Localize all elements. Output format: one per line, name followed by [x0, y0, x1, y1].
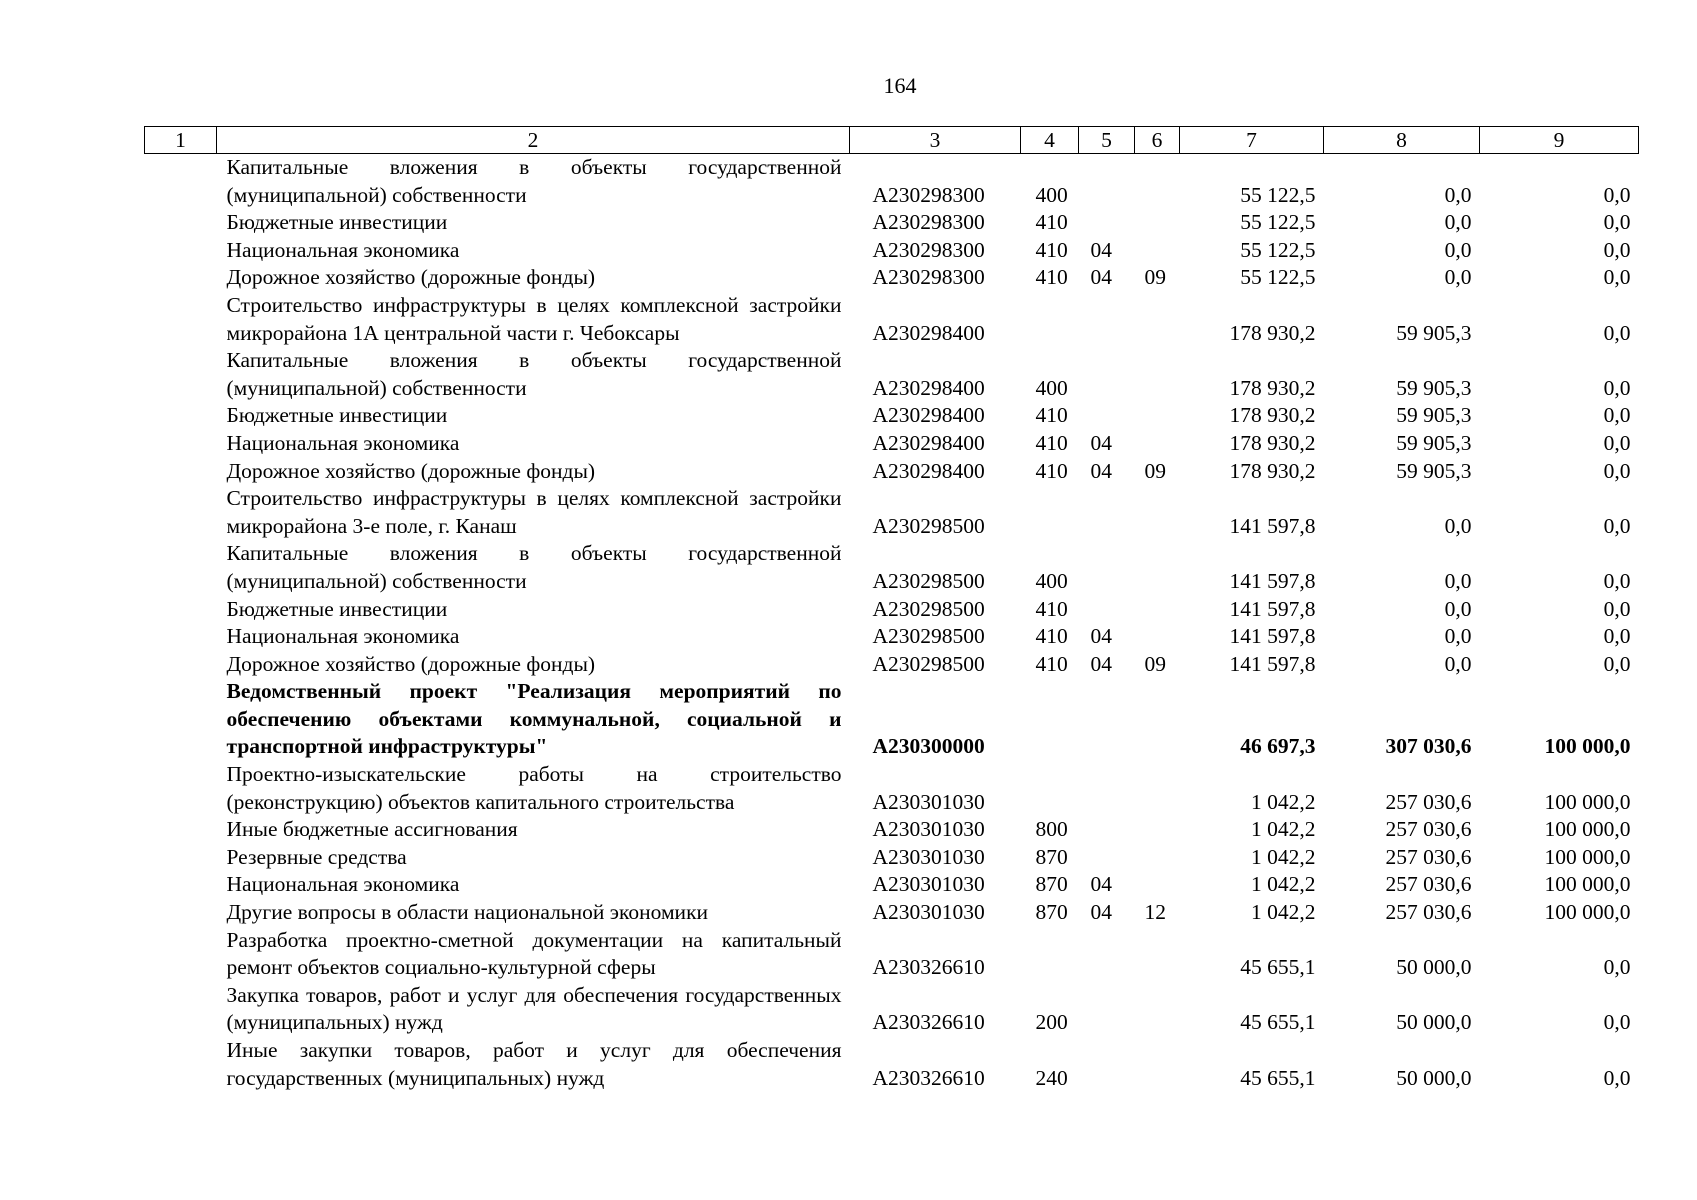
row-number-cell [145, 899, 217, 927]
line-item-name: Бюджетные инвестиции [226, 403, 448, 428]
line-item-name: Ведомственный проект "Реализация мероприятий по обеспечению объектами коммунальной, социальной и транспортной инфраструктуры" [226, 679, 842, 759]
column-header: 2 [217, 127, 850, 154]
row-number-cell [145, 154, 217, 210]
row-number-cell [145, 209, 217, 237]
target-article-code: А230298400 [872, 320, 985, 345]
row-number-cell [145, 458, 217, 486]
line-item-name: Капитальные вложения в объекты государственной (муниципальной) собственности [226, 348, 842, 400]
table-row [145, 982, 1639, 1037]
amount-year-3: 0,0 [1603, 430, 1631, 455]
amount-year-3: 100 000,0 [1544, 900, 1631, 925]
amount-year-3: 0,0 [1603, 1065, 1631, 1090]
section-code [1079, 844, 1135, 872]
amount-year-1: 178 930,2 [1229, 375, 1316, 400]
section-code [1079, 485, 1135, 540]
table-body [145, 154, 1639, 1093]
table-row [145, 458, 1639, 486]
amount-year-1: 141 597,8 [1229, 651, 1316, 676]
amount-year-1: 178 930,2 [1229, 320, 1316, 345]
table-row [145, 292, 1639, 347]
line-item-name: Строительство инфраструктуры в целях комплексной застройки микрорайона 3-е поле, г. Канаш [226, 486, 842, 538]
expense-type-code: 200 [1035, 1010, 1068, 1035]
subsection-code [1135, 982, 1180, 1037]
amount-year-1: 1 042,2 [1251, 872, 1316, 897]
amount-year-1: 141 597,8 [1229, 513, 1316, 538]
section-code [1079, 292, 1135, 347]
amount-year-2: 0,0 [1444, 265, 1472, 290]
column-header: 7 [1180, 127, 1324, 154]
expense-type-code: 240 [1035, 1065, 1068, 1090]
amount-year-3: 100 000,0 [1544, 734, 1631, 759]
subsection-code [1135, 347, 1180, 402]
line-item-name: Иные закупки товаров, работ и услуг для обеспечения государственных (муниципальных) нужд [226, 1038, 842, 1090]
amount-year-2: 257 030,6 [1385, 872, 1472, 897]
line-item-name: Бюджетные инвестиции [226, 210, 448, 235]
amount-year-2: 0,0 [1444, 568, 1472, 593]
amount-year-1: 55 122,5 [1240, 182, 1316, 207]
row-number-cell [145, 844, 217, 872]
amount-year-2: 307 030,6 [1385, 734, 1472, 759]
line-item-name: Строительство инфраструктуры в целях комплексной застройки микрорайона 1А центральной части г. Чебоксары [226, 292, 842, 345]
target-article-code: А230326610 [872, 1065, 985, 1090]
amount-year-1: 1 042,2 [1251, 900, 1316, 925]
table-row [145, 485, 1639, 540]
table-row [145, 347, 1639, 402]
amount-year-2: 257 030,6 [1385, 844, 1472, 869]
line-item-name: Национальная экономика [226, 237, 460, 262]
subsection-code [1135, 154, 1180, 210]
table-row [145, 651, 1639, 679]
amount-year-1: 45 655,1 [1240, 1010, 1316, 1035]
amount-year-3: 100 000,0 [1544, 789, 1631, 814]
target-article-code: А230298500 [872, 513, 985, 538]
section-code [1079, 982, 1135, 1037]
row-number-cell [145, 761, 217, 816]
expense-type-code: 800 [1035, 817, 1068, 842]
amount-year-2: 0,0 [1444, 624, 1472, 649]
section-code [1079, 154, 1135, 210]
row-number-cell [145, 871, 217, 899]
table-row [145, 1037, 1639, 1092]
table-row [145, 430, 1639, 458]
table-row [145, 596, 1639, 624]
target-article-code: А230301030 [872, 872, 985, 897]
target-article-code: А230326610 [872, 955, 985, 980]
line-item-name: Капитальные вложения в объекты государственной (муниципальной) собственности [226, 155, 842, 207]
section-code: 04 [1090, 265, 1112, 290]
line-item-name: Национальная экономика [226, 872, 460, 897]
section-code: 04 [1090, 872, 1112, 897]
column-header: 3 [850, 127, 1021, 154]
table-row [145, 264, 1639, 292]
subsection-code: 09 [1144, 458, 1166, 483]
amount-year-2: 59 905,3 [1396, 430, 1472, 455]
amount-year-3: 0,0 [1603, 237, 1631, 262]
table-row [145, 871, 1639, 899]
subsection-code [1135, 596, 1180, 624]
table-row [145, 623, 1639, 651]
line-item-name: Резервные средства [226, 844, 407, 869]
expense-type-code: 410 [1035, 651, 1068, 676]
amount-year-1: 45 655,1 [1240, 955, 1316, 980]
target-article-code: А230301030 [872, 900, 985, 925]
expense-type-code: 410 [1035, 430, 1068, 455]
amount-year-3: 0,0 [1603, 182, 1631, 207]
subsection-code: 09 [1144, 265, 1166, 290]
amount-year-1: 178 930,2 [1229, 430, 1316, 455]
line-item-name: Национальная экономика [226, 624, 460, 649]
amount-year-2: 0,0 [1444, 182, 1472, 207]
amount-year-2: 0,0 [1444, 596, 1472, 621]
amount-year-2: 0,0 [1444, 513, 1472, 538]
amount-year-1: 141 597,8 [1229, 568, 1316, 593]
amount-year-2: 257 030,6 [1385, 817, 1472, 842]
subsection-code [1135, 485, 1180, 540]
amount-year-1: 141 597,8 [1229, 624, 1316, 649]
expense-type-code: 410 [1035, 458, 1068, 483]
row-number-cell [145, 430, 217, 458]
line-item-name: Закупка товаров, работ и услуг для обеспечения государственных (муниципальных) нужд [226, 982, 842, 1035]
subsection-code [1135, 237, 1180, 265]
subsection-code [1135, 678, 1180, 761]
expense-type-code: 410 [1035, 403, 1068, 428]
amount-year-1: 55 122,5 [1240, 265, 1316, 290]
column-header: 6 [1135, 127, 1180, 154]
amount-year-2: 59 905,3 [1396, 458, 1472, 483]
subsection-code [1135, 844, 1180, 872]
target-article-code: А230298400 [872, 403, 985, 428]
amount-year-1: 178 930,2 [1229, 458, 1316, 483]
amount-year-2: 50 000,0 [1396, 1065, 1472, 1090]
column-number-header-row [145, 127, 1639, 154]
row-number-cell [145, 651, 217, 679]
section-code [1079, 761, 1135, 816]
amount-year-3: 0,0 [1603, 458, 1631, 483]
target-article-code: А230298500 [872, 596, 985, 621]
subsection-code [1135, 761, 1180, 816]
table-row [145, 402, 1639, 430]
amount-year-1: 1 042,2 [1251, 817, 1316, 842]
table-row [145, 761, 1639, 816]
table-row [145, 816, 1639, 844]
target-article-code: А230301030 [872, 789, 985, 814]
amount-year-3: 0,0 [1603, 596, 1631, 621]
section-code: 04 [1090, 900, 1112, 925]
amount-year-3: 0,0 [1603, 513, 1631, 538]
section-code [1079, 927, 1135, 982]
amount-year-1: 1 042,2 [1251, 844, 1316, 869]
target-article-code: А230298300 [872, 237, 985, 262]
line-item-name: Бюджетные инвестиции [226, 596, 448, 621]
subsection-code: 12 [1144, 900, 1166, 925]
amount-year-3: 0,0 [1603, 955, 1631, 980]
row-number-cell [145, 540, 217, 595]
amount-year-1: 178 930,2 [1229, 403, 1316, 428]
expense-type-code: 410 [1035, 265, 1068, 290]
section-code [1079, 402, 1135, 430]
table-row [145, 844, 1639, 872]
amount-year-2: 0,0 [1444, 651, 1472, 676]
expense-type-code: 870 [1035, 900, 1068, 925]
table-row [145, 209, 1639, 237]
amount-year-2: 59 905,3 [1396, 375, 1472, 400]
column-header: 5 [1079, 127, 1135, 154]
amount-year-1: 55 122,5 [1240, 210, 1316, 235]
amount-year-3: 100 000,0 [1544, 844, 1631, 869]
expense-type-code: 410 [1035, 237, 1068, 262]
amount-year-1: 1 042,2 [1251, 789, 1316, 814]
amount-year-2: 59 905,3 [1396, 320, 1472, 345]
section-code: 04 [1090, 651, 1112, 676]
amount-year-2: 0,0 [1444, 210, 1472, 235]
line-item-name: Другие вопросы в области национальной экономики [226, 900, 709, 925]
line-item-name: Дорожное хозяйство (дорожные фонды) [226, 265, 596, 290]
row-number-cell [145, 402, 217, 430]
section-code: 04 [1090, 458, 1112, 483]
amount-year-3: 0,0 [1603, 375, 1631, 400]
row-number-cell [145, 982, 217, 1037]
expense-type-code [1021, 292, 1079, 347]
expense-type-code [1021, 678, 1079, 761]
target-article-code: А230298300 [872, 182, 985, 207]
amount-year-1: 45 655,1 [1240, 1065, 1316, 1090]
subsection-code [1135, 209, 1180, 237]
section-code [1079, 1037, 1135, 1092]
section-code [1079, 678, 1135, 761]
target-article-code: А230300000 [872, 734, 985, 759]
amount-year-3: 0,0 [1603, 651, 1631, 676]
section-code: 04 [1090, 430, 1112, 455]
line-item-name: Дорожное хозяйство (дорожные фонды) [226, 651, 596, 676]
row-number-cell [145, 816, 217, 844]
target-article-code: А230298400 [872, 375, 985, 400]
row-number-cell [145, 237, 217, 265]
subsection-code [1135, 292, 1180, 347]
row-number-cell [145, 292, 217, 347]
amount-year-3: 0,0 [1603, 624, 1631, 649]
column-header: 9 [1480, 127, 1639, 154]
section-code [1079, 209, 1135, 237]
column-header: 1 [145, 127, 217, 154]
budget-table [144, 126, 1639, 1092]
table-row [145, 899, 1639, 927]
line-item-name: Разработка проектно-сметной документации на капитальный ремонт объектов социально-культурной сферы [226, 927, 842, 980]
target-article-code: А230298400 [872, 430, 985, 455]
amount-year-2: 59 905,3 [1396, 403, 1472, 428]
expense-type-code: 870 [1035, 872, 1068, 897]
expense-type-code [1021, 927, 1079, 982]
line-item-name: Национальная экономика [226, 430, 460, 455]
section-code [1079, 596, 1135, 624]
subsection-code [1135, 623, 1180, 651]
section-code [1079, 816, 1135, 844]
row-number-cell [145, 264, 217, 292]
expense-type-code: 400 [1035, 375, 1068, 400]
section-code [1079, 347, 1135, 402]
row-number-cell [145, 927, 217, 982]
subsection-code [1135, 402, 1180, 430]
amount-year-3: 0,0 [1603, 568, 1631, 593]
amount-year-3: 0,0 [1603, 320, 1631, 345]
subsection-code [1135, 871, 1180, 899]
table-row [145, 237, 1639, 265]
line-item-name: Проектно-изыскательские работы на строительство (реконструкцию) объектов капитального строительства [226, 762, 842, 814]
target-article-code: А230298300 [872, 210, 985, 235]
row-number-cell [145, 596, 217, 624]
target-article-code: А230298300 [872, 265, 985, 290]
amount-year-3: 0,0 [1603, 265, 1631, 290]
subsection-code [1135, 816, 1180, 844]
table-row [145, 678, 1639, 761]
amount-year-1: 46 697,3 [1240, 734, 1316, 759]
expense-type-code [1021, 761, 1079, 816]
target-article-code: А230298500 [872, 651, 985, 676]
line-item-name: Дорожное хозяйство (дорожные фонды) [226, 458, 596, 483]
row-number-cell [145, 623, 217, 651]
target-article-code: А230298500 [872, 568, 985, 593]
section-code: 04 [1090, 237, 1112, 262]
row-number-cell [145, 485, 217, 540]
subsection-code [1135, 540, 1180, 595]
subsection-code [1135, 430, 1180, 458]
expense-type-code: 870 [1035, 844, 1068, 869]
expense-type-code: 400 [1035, 182, 1068, 207]
column-header: 4 [1021, 127, 1079, 154]
line-item-name: Иные бюджетные ассигнования [226, 817, 518, 842]
line-item-name: Капитальные вложения в объекты государственной (муниципальной) собственности [226, 541, 842, 593]
amount-year-1: 141 597,8 [1229, 596, 1316, 621]
amount-year-1: 55 122,5 [1240, 237, 1316, 262]
section-code [1079, 540, 1135, 595]
target-article-code: А230326610 [872, 1010, 985, 1035]
amount-year-3: 0,0 [1603, 210, 1631, 235]
row-number-cell [145, 1037, 217, 1092]
subsection-code [1135, 1037, 1180, 1092]
amount-year-2: 257 030,6 [1385, 789, 1472, 814]
expense-type-code: 410 [1035, 624, 1068, 649]
target-article-code: А230298400 [872, 458, 985, 483]
table-row [145, 927, 1639, 982]
expense-type-code [1021, 485, 1079, 540]
row-number-cell [145, 347, 217, 402]
subsection-code [1135, 927, 1180, 982]
amount-year-3: 0,0 [1603, 403, 1631, 428]
row-number-cell [145, 678, 217, 761]
amount-year-3: 100 000,0 [1544, 817, 1631, 842]
amount-year-3: 100 000,0 [1544, 872, 1631, 897]
page-number: 164 [883, 73, 917, 98]
amount-year-2: 50 000,0 [1396, 1010, 1472, 1035]
column-header: 8 [1324, 127, 1480, 154]
target-article-code: А230301030 [872, 817, 985, 842]
amount-year-2: 0,0 [1444, 237, 1472, 262]
target-article-code: А230301030 [872, 844, 985, 869]
table-row [145, 540, 1639, 595]
amount-year-3: 0,0 [1603, 1010, 1631, 1035]
subsection-code: 09 [1144, 651, 1166, 676]
section-code: 04 [1090, 624, 1112, 649]
target-article-code: А230298500 [872, 624, 985, 649]
expense-type-code: 410 [1035, 210, 1068, 235]
amount-year-2: 50 000,0 [1396, 955, 1472, 980]
expense-type-code: 400 [1035, 568, 1068, 593]
table-row [145, 154, 1639, 210]
amount-year-2: 257 030,6 [1385, 900, 1472, 925]
expense-type-code: 410 [1035, 596, 1068, 621]
